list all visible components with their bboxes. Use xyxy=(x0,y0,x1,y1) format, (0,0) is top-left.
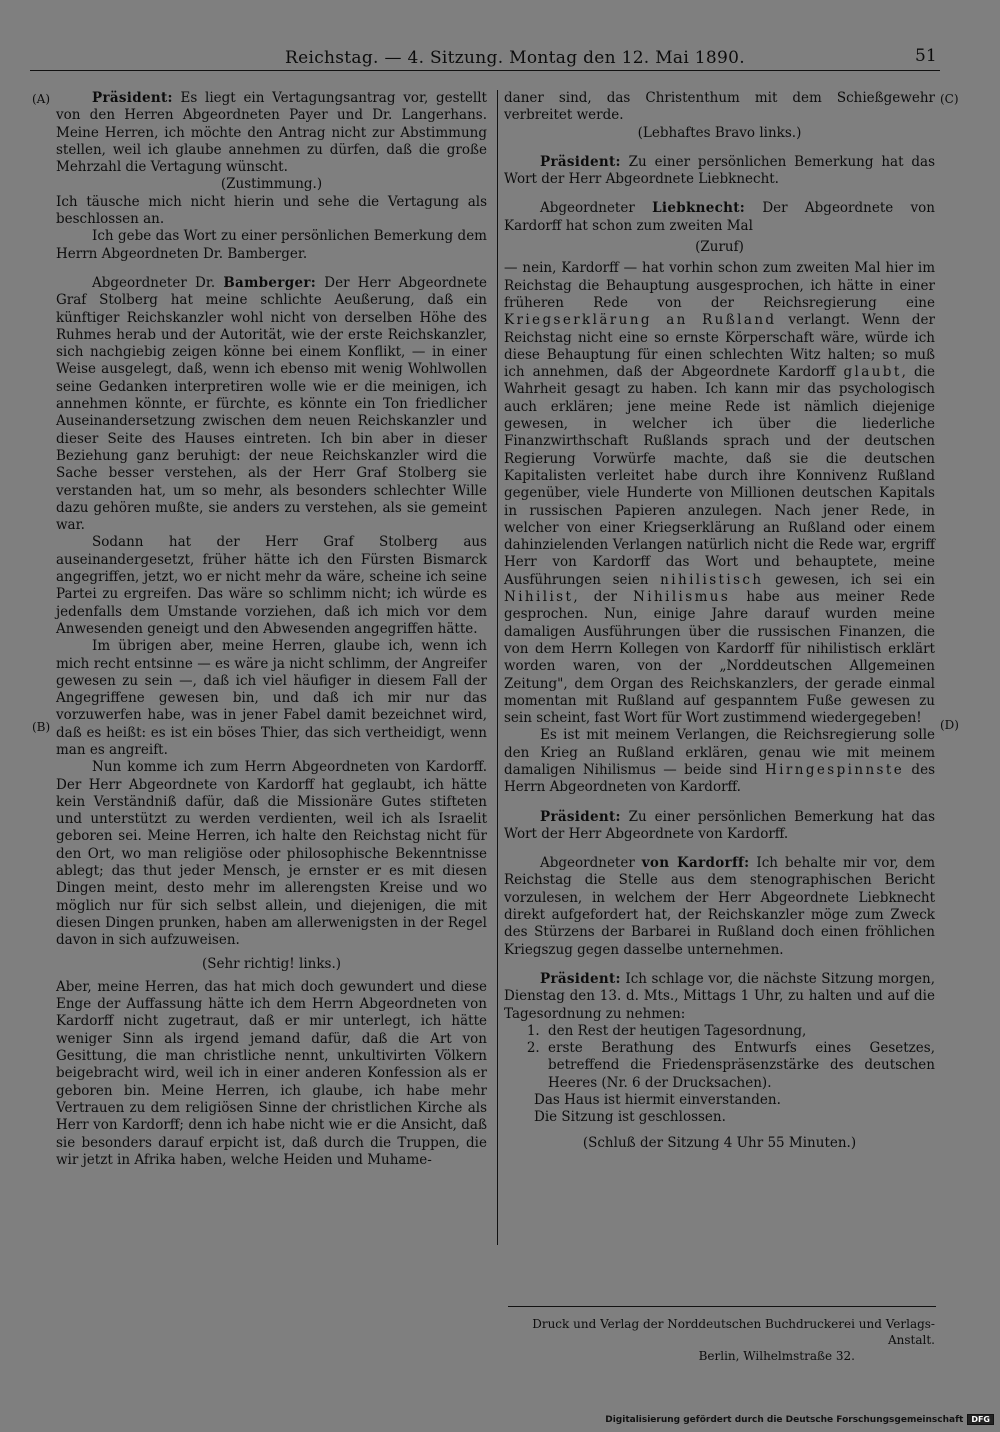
imprint xyxy=(504,1316,935,1364)
paragraph-text: Zu einer persönlichen Bemerkung hat das Wort der Herr Abgeordnete Liebknecht. xyxy=(504,153,935,188)
spaced-text: Nihilist xyxy=(504,589,574,606)
spaced-text: nihilistisch xyxy=(660,571,764,588)
speaker-prefix: Abgeordneter Dr. xyxy=(92,274,224,291)
paragraph: Das Haus ist hiermit einverstanden. xyxy=(534,1092,781,1109)
paragraph-text: habe aus meiner Rede gesprochen. Nun, einige Jahre darauf wurden meine damaligen Ausführungen über die russischen Finanzen, die von dem Herrn Kollegen von Kardorff für nihilistisch erklärt worden waren, von der „Norddeutschen Allgemeinen Zeitung", dem Organ des Reichskanzlers, der gerade einmal momentan mit Rußland auf gespanntem Fuße gewesen zu sein scheint, fast Wort für Wort zustimmend wiedergegeben! xyxy=(504,589,935,727)
footer-rule xyxy=(508,1306,936,1307)
paragraph xyxy=(504,727,935,796)
imprint-line: Druck und Verlag der Norddeutschen Buchdruckerei und Verlags-Anstalt. xyxy=(532,1317,935,1347)
spaced-text: Nihilismus xyxy=(633,589,731,606)
speaker-name: von Kardorff: xyxy=(641,855,750,872)
paragraph: daner sind, das Christenthum mit dem Schießgewehr verbreitet werde. xyxy=(504,90,935,124)
agenda-list xyxy=(504,1023,935,1092)
margin-mark-a: (A) xyxy=(32,92,51,106)
interjection: (Zustimmung.) xyxy=(220,176,323,193)
paragraph-text: des Herrn Abgeordneten von Kardorff. xyxy=(504,761,935,796)
paragraph xyxy=(504,260,935,727)
speaker-name: Präsident: xyxy=(540,808,621,825)
page-header xyxy=(0,44,1000,74)
speaker-prefix: Abgeordneter xyxy=(540,855,642,872)
paragraph-text: Ich behalte mir vor, dem Reichstag die Stelle aus dem stenographischen Bericht vorzulesen, in welchem der Herr Abgeordnete Liebknecht direkt aufgefordert hat, der Reichskanzler möge zum Zweck des Stürzens der Barbarei in Rußland doch einen fröhlichen Kriegszug gegen dasselbe unternehmen. xyxy=(504,855,935,958)
paragraph: Aber, meine Herren, das hat mich doch gewundert und diese Enge der Auffassung hätte ich dem Herrn Abgeordneten von Kardorff nicht zugetraut, daß er mir unterlegt, ich hätte weniger Sinn als irgend jemand dafür, daß die Art von Gesittung, die man christliche nennt, unkultivirten Völkern beigebracht wird, weil ich in einer anderen Konfession als er geboren bin. Meine Herren, ich glaube, ich habe mehr Vertrauen zu dem religiösen Sinne der christlichen Kirche als Herr von Kardorff; denn ich habe nicht wie er die Ansicht, daß sie besonders darauf erpicht ist, daß durch die Truppen, die wir jetzt in Afrika haben, welche Heiden und Muhame- xyxy=(56,978,487,1168)
paragraph: Ich täusche mich nicht hierin und sehe die Vertagung als beschlossen an. xyxy=(56,193,487,228)
running-title: Reichstag. — 4. Sitzung. Montag den 12. Mai 1890. xyxy=(285,48,745,68)
agenda-item: 2. erste Berathung des Entwurfs eines Gesetzes, betreffend die Friedenspräsenzstärke des deutschen Heeres (Nr. 6 der Drucksachen). xyxy=(544,1040,935,1092)
paragraph xyxy=(56,90,487,176)
paragraph-text: Der Herr Abgeordnete Graf Stolberg hat meine schlichte Aeußerung, daß ein künftiger Reichskanzler wohl nicht von derselben Höhe des Ruhmes herab und der Autorität, wie der erste Reichskanzler, sich nachgiebig zeigen könne bei einem Konflikt, — in einer Weise ausgelegt, daß, wenn ich ebenso mit wenig Wohlwollen seine Gedanken interpretiren wolle wie er die meinigen, ich annehmen könnte, er fürchte, es könnte ein Ton friedlicher Auseinandersetzung zwischen dem neuen Reichskanzler und dieser Seite des Hauses eintreten. Ich bin aber in dieser Beziehung ganz beruhigt: der neue Reichskanzler wird die Sache besser verstehen, als der Herr Graf Stolberg sie verstanden hat, um so mehr, als besonders schlechter Wille dazu gehören mußte, sie anders zu verstehen, als sie gemeint war. xyxy=(56,274,487,534)
paragraph: Nun komme ich zum Herrn Abgeordneten von Kardorff. Der Herr Abgeordnete von Kardorff hat geglaubt, ich hätte kein Verständniß dafür, daß die Missionäre Gutes stifteten und unterstützt zu werden verdienten, weil ich als Israelit geboren sei. Meine Herren, ich halte den Reichstag nicht für den Ort, wo man religiöse oder philosophische Bekenntnisse ablegt; das thut jeder Mensch, je ernster er es mit diesen Dingen meint, desto mehr im allerengsten Kreise und wo möglich nur für sich selbst allein, und diejenigen, die mit diesen Dingen prunken, haben am allerwenigsten in der Regel davon in sich aufzuweisen. xyxy=(56,759,487,949)
paragraph xyxy=(504,809,935,844)
paragraph-text: — nein, Kardorff — hat vorhin schon zum zweiten Mal hier im Reichstag die Behauptung ausgesprochen, ich hätte in einer früheren Rede von der Reichsregierung eine xyxy=(504,260,935,311)
interjection: (Zuruf) xyxy=(695,239,744,256)
speaker-name: Bamberger: xyxy=(223,274,317,291)
paragraph-text: , der xyxy=(573,589,634,606)
right-column xyxy=(504,90,935,1152)
speaker-prefix: Abgeordneter xyxy=(540,200,653,217)
paragraph-text: Der Abgeordnete von Kardorff hat schon zum zweiten Mal xyxy=(504,200,935,234)
margin-mark-c: (C) xyxy=(940,92,959,106)
paragraph-text: Es ist mit meinem Verlangen, die Reichsregierung solle den Krieg an Rußland erklären, genau wie mit meinem damaligen Nihilismus — beide sind xyxy=(504,727,935,778)
paragraph xyxy=(504,855,935,959)
paragraph: Im übrigen aber, meine Herren, glaube ich, wenn ich mich recht entsinne — es wäre ja nicht schlimm, der Angreifer gewesen zu sein —, daß ich viel häufiger in diesem Fall der Angegriffene gewesen bin, und daß ich mir nur das vorzuwerfen habe, was in jener Fabel damit bezeichnet wird, daß es heißt: es ist ein böses Thier, das sich vertheidigt, wenn man es angreift. xyxy=(56,638,487,758)
paragraph-text: Zu einer persönlichen Bemerkung hat das Wort der Herr Abgeordnete von Kardorff. xyxy=(504,808,935,842)
paragraph xyxy=(504,154,935,189)
header-rule xyxy=(30,70,940,71)
margin-mark-b: (B) xyxy=(32,720,51,734)
stamp-text: Digitalisierung gefördert durch die Deutsche Forschungsgemeinschaft xyxy=(605,1414,964,1425)
paragraph: Ich gebe das Wort zu einer persönlichen Bemerkung dem Herrn Abgeordneten Dr. Bamberger. xyxy=(56,228,487,262)
paragraph: Die Sitzung ist geschlossen. xyxy=(534,1109,726,1126)
paragraph-text: , die Wahrheit gesagt zu haben. Ich kann mir das psychologisch auch erklären; jene meine Rede ist nämlich diejenige gewesen, in welcher ich über die liederliche Finanzwirthschaft Rußlands sprach und der deutschen Regierung Vorwürfe machte, daß sie die deutschen Kapitalisten verleitet habe durch ihre Konnivenz Rußland gegenüber, viele Hunderte von Millionen deutschen Kapitals in russischen Papieren anzulegen. Nach jener Rede, in welcher von einer Kriegserklärung an Rußland oder einem dahinzielenden Verlangen natürlich nicht die Rede war, ergriff Herr von Kardorff das Wort und behauptete, meine Ausführungen seien xyxy=(504,364,935,588)
spaced-text: Hirngespinnste xyxy=(765,761,905,778)
margin-mark-d: (D) xyxy=(940,718,959,732)
column-divider xyxy=(497,90,498,1245)
left-column xyxy=(56,90,487,1169)
imprint-line: Berlin, Wilhelmstraße 32. xyxy=(698,1349,855,1363)
spaced-text: glaubt xyxy=(843,364,902,381)
speaker-name: Liebknecht: xyxy=(652,200,746,217)
paragraph xyxy=(56,275,487,534)
digitization-stamp xyxy=(605,1414,994,1425)
interjection: (Sehr richtig! links.) xyxy=(201,955,342,972)
page-number: 51 xyxy=(915,46,937,66)
paragraph-text: verlangt. Wenn der Reichstag nicht eine so ernste Körperschaft wäre, würde ich diese Behauptung für einen schlechten Witz halten; so muß ich annehmen, daß der Abgeordnete Kardorff xyxy=(504,312,935,381)
session-close-note: (Schluß der Sitzung 4 Uhr 55 Minuten.) xyxy=(582,1134,857,1151)
spaced-text: Kriegserklärung an Rußland xyxy=(504,312,777,329)
paragraph xyxy=(504,971,935,1023)
agenda-item: 1. den Rest der heutigen Tagesordnung, xyxy=(544,1023,935,1040)
dfg-logo: DFG xyxy=(967,1414,994,1425)
speaker-name: Präsident: xyxy=(540,153,621,170)
paragraph-text: Ich schlage vor, die nächste Sitzung morgen, Dienstag den 13. d. Mts., Mittags 1 Uhr, zu halten und auf die Tagesordnung zu nehmen: xyxy=(504,970,935,1022)
paragraph: Sodann hat der Herr Graf Stolberg aus auseinandergesetzt, früher hätte ich den Fürsten Bismarck angegriffen, jetzt, wo er nicht mehr da wäre, scheine ich seine Partei zu ergreifen. Das wäre so schlimm nicht; ich würde es jedenfalls dem Umstande vorziehen, daß ich mich vor dem Anwesenden geneigt und den Abwesenden angegriffen hätte. xyxy=(56,534,487,637)
interjection: (Lebhaftes Bravo links.) xyxy=(637,124,802,141)
paragraph-text: Es liegt ein Vertagungsantrag vor, gestellt von den Herren Abgeordneten Payer und Dr. Langerhans. Meine Herren, ich möchte den Antrag nicht zur Abstimmung stellen, weil ich glaube annehmen zu dürfen, daß die große Mehrzahl die Vertagung wünscht. xyxy=(56,90,487,176)
paragraph xyxy=(504,200,935,235)
paragraph-text: gewesen, ich sei ein xyxy=(763,571,935,588)
speaker-name: Präsident: xyxy=(92,90,173,106)
speaker-name: Präsident: xyxy=(540,970,621,987)
